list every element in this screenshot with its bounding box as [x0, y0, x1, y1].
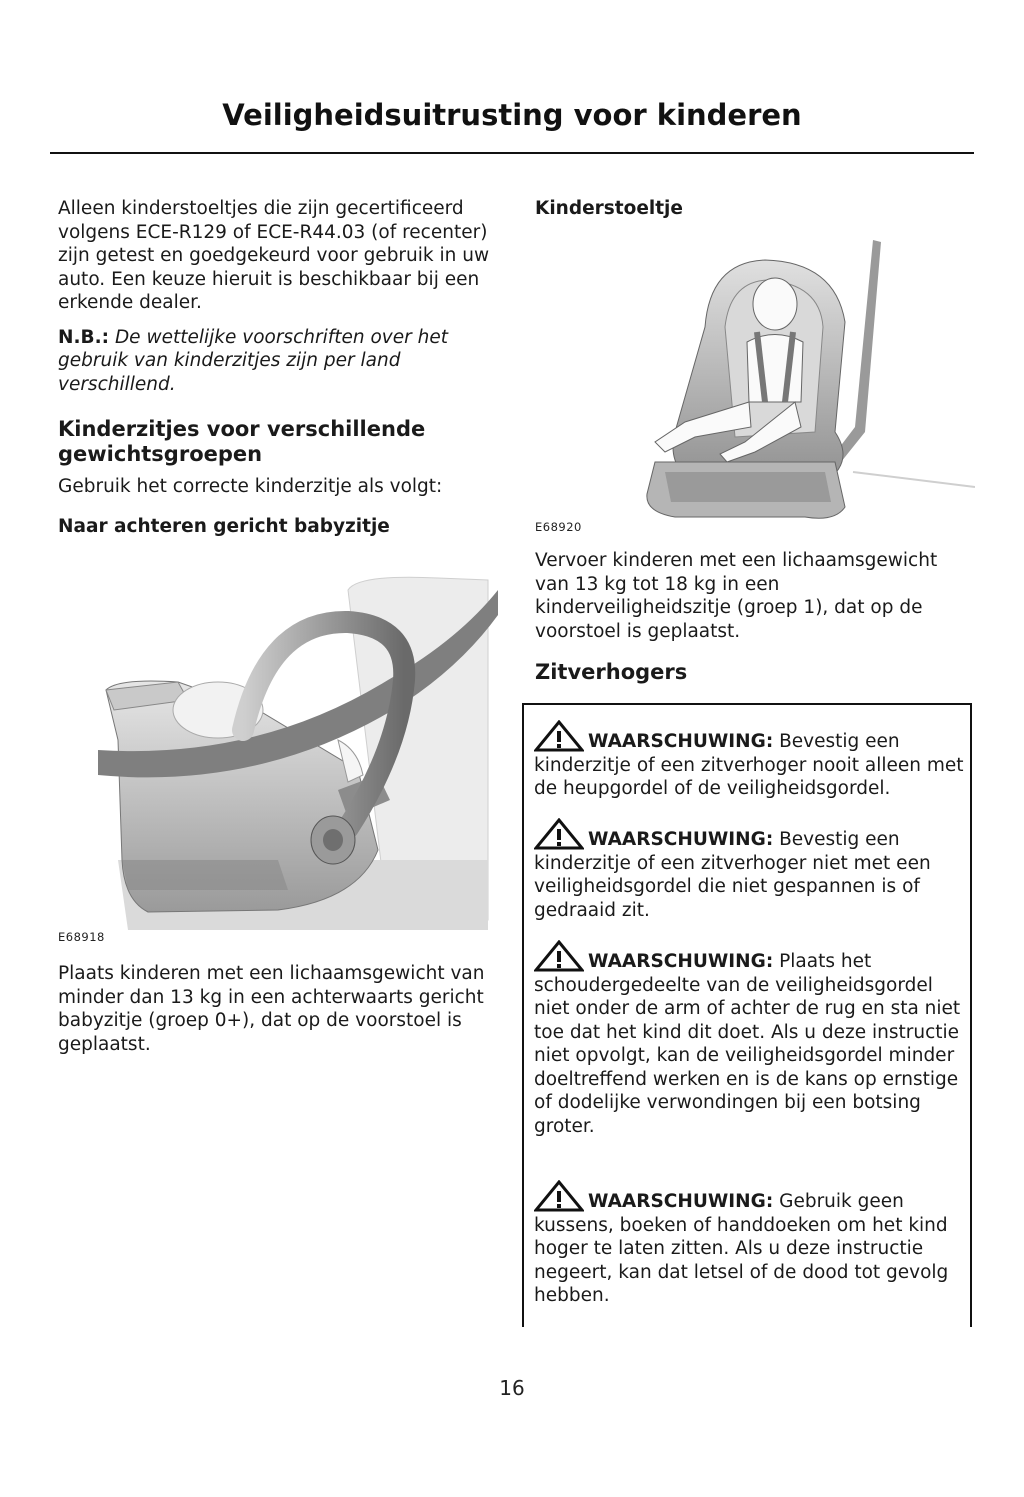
warning-text: Plaats het schoudergedeelte van de veiligheidsgordel niet onder de arm of achter de rug en sta niet toe dat het kind dit doet. Als u deze instructie niet opvolgt, kan de veiligheidsgordel minder doeltreffend werken en is de kans op ernstige of dodelijke verwondingen bij een botsing groter.: [534, 951, 961, 1137]
intro-paragraph: Alleen kinderstoeltjes die zijn gecertificeerd volgens ECE-R129 of ECE-R44.03 (of recenter) zijn getest en goedgekeurd voor gebruik in uw auto. Een keuze hieruit is beschikbaar bij een erkende dealer.: [58, 198, 490, 313]
warning-text: Gebruik geen kussens, boeken of handdoeken om het kind hoger te laten zitten. Als u deze instructie negeert, kan dat letsel of de dood tot gevolg hebben.: [534, 1191, 949, 1306]
warning-triangle-icon: [534, 720, 584, 752]
warning-triangle-icon: [534, 818, 584, 850]
section-intro: Gebruik het correcte kinderzitje als volgt:: [58, 476, 443, 497]
left-column: [58, 197, 498, 539]
figure-code-left: E68918: [58, 930, 105, 944]
heading-child-seat: Kinderstoeltje: [535, 198, 683, 219]
warning-text: Bevestig een kinderzitje of een zitverhoger niet met een veiligheidsgordel die niet gespannen is of gedraaid zit.: [534, 829, 931, 921]
page-number: 16: [499, 1376, 525, 1400]
figure-child-seat: [535, 232, 975, 537]
warning-label: WAARSCHUWING:: [588, 951, 774, 972]
warning-2: [534, 818, 968, 922]
figure-code-right: E68920: [535, 520, 582, 534]
figure-rear-facing-seat: [58, 560, 498, 950]
title-rule: [50, 152, 974, 154]
warning-triangle-icon: [534, 940, 584, 972]
note-paragraph: [58, 326, 498, 397]
warning-triangle-icon: [534, 1180, 584, 1212]
warning-1: [534, 720, 968, 801]
figure-caption-left: Plaats kinderen met een lichaamsgewicht van minder dan 13 kg in een achterwaarts gericht babyzitje (groep 0+), dat op de voorstoel is geplaatst.: [58, 963, 485, 1055]
section-heading-weight-groups: Kinderzitjes voor verschillende gewichtsgroepen: [58, 417, 426, 466]
warning-label: WAARSCHUWING:: [588, 731, 774, 752]
figure-caption-right: Vervoer kinderen met een lichaamsgewicht van 13 kg tot 18 kg in een kinderveiligheidszitje (groep 1), dat op de voorstoel is geplaatst.: [535, 550, 938, 642]
warning-3: [534, 940, 968, 1138]
section-heading-boosters: Zitverhogers: [535, 660, 688, 684]
sub-heading-rear-facing: Naar achteren gericht babyzitje: [58, 515, 390, 537]
page-title: Veiligheidsuitrusting voor kinderen: [222, 98, 802, 132]
warning-label: WAARSCHUWING:: [588, 829, 774, 850]
warning-text: Bevestig een kinderzitje of een zitverhoger nooit alleen met de heupgordel of de veiligheidsgordel.: [534, 731, 964, 799]
warning-4: [534, 1180, 968, 1308]
child-seat-illustration: [535, 232, 975, 537]
baby-seat-illustration: [58, 560, 498, 950]
note-text: De wettelijke voorschriften over het gebruik van kinderzitjes zijn per land verschillend.: [58, 326, 448, 395]
note-label: N.B.:: [58, 326, 110, 348]
warning-label: WAARSCHUWING:: [588, 1191, 774, 1212]
